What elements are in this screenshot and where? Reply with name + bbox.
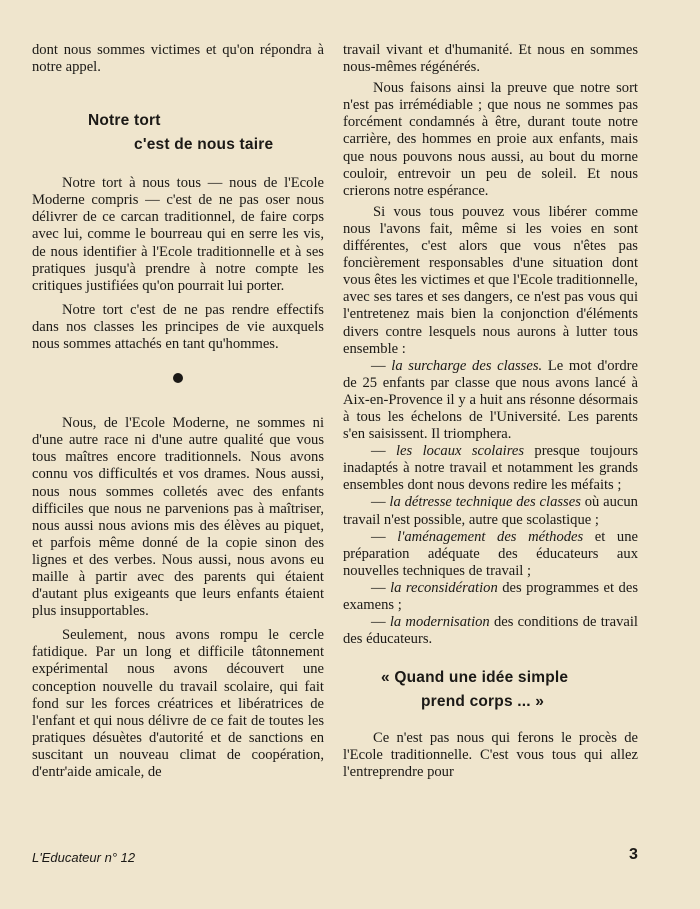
list-dash: — bbox=[371, 357, 392, 374]
paragraph: Notre tort à nous tous — nous de l'Ecole Moderne compris — c'est de ne pas oser nous délivrer de ce carcan traditionnel, de faire corps avec lui, comme le bourreau qui en serre les vis, de nous identifier à l'Ecole traditionnelle et à ses pratiques jusqu'à prendre à notre compte les critiques justifiées qu'on pourrait lui porter. bbox=[32, 175, 324, 294]
list-emphasis: la détresse technique des classes bbox=[389, 494, 581, 511]
heading-line: c'est de nous taire bbox=[134, 136, 274, 154]
left-column bbox=[32, 42, 324, 781]
list-emphasis: la modernisation bbox=[389, 614, 490, 631]
list-emphasis: la surcharge des classes. bbox=[391, 357, 543, 374]
section-bullet bbox=[173, 373, 183, 383]
heading-line: prend corps ... » bbox=[421, 693, 545, 711]
list bbox=[343, 358, 638, 649]
list-item bbox=[343, 358, 638, 443]
paragraph: travail vivant et d'humanité. Et nous en sommes nous-mêmes régénérés. bbox=[343, 42, 638, 76]
paragraph: Nous faisons ainsi la preuve que notre sort n'est pas irrémédiable ; que nous ne sommes pas forcément condamnés à être, durant toute notre carrière, des hommes en proie aux enfants, mais que nous pouvons nous aussi, au bout du morne couloir, entrevoir un peu de soleil. Et nous crierons notre espérance. bbox=[343, 80, 638, 199]
section-heading bbox=[343, 666, 638, 714]
list-item bbox=[343, 580, 638, 614]
list-emphasis: les locaux scolaires bbox=[395, 443, 525, 460]
list-item bbox=[343, 494, 638, 528]
list-item bbox=[343, 614, 638, 648]
list-text: et une préparation adéquate des éducateurs aux nouvelles techniques de travail ; bbox=[343, 528, 638, 579]
list-item bbox=[343, 443, 638, 494]
journal-name: L'Educateur n° 12 bbox=[32, 850, 136, 865]
page-number: 3 bbox=[629, 846, 638, 863]
paragraph: dont nous sommes victimes et qu'on répondra à notre appel. bbox=[32, 42, 324, 76]
list-dash: — bbox=[371, 528, 398, 545]
list-text: des conditions de travail des éducateurs. bbox=[343, 614, 638, 648]
list-dash: — bbox=[371, 494, 390, 511]
list-text: presque toujours inadaptés à notre travail et notamment les grands ensembles dont nous devons redire les méfaits ; bbox=[343, 443, 638, 494]
list-item bbox=[343, 529, 638, 580]
right-column bbox=[343, 42, 638, 782]
list-text: Le mot d'ordre de 25 enfants par classe que nous avons lancé à Aix-en-Provence il y a huit ans résonne désormais à tous les échelons de l'Université. Les parents s'en saisissent. Il triomphera. bbox=[343, 357, 638, 443]
paragraph: Notre tort c'est de ne pas rendre effectifs dans nos classes les principes de vie auxquels nous sommes attachés en tant qu'hommes. bbox=[32, 301, 324, 353]
list-dash: — bbox=[371, 614, 390, 631]
heading-line: Notre tort bbox=[88, 112, 161, 130]
list-dash: — bbox=[371, 579, 391, 596]
list-emphasis: l'aménagement des méthodes bbox=[397, 528, 584, 545]
list-emphasis: la reconsidération bbox=[390, 579, 498, 596]
paragraph: Seulement, nous avons rompu le cercle fatidique. Par un long et difficile tâtonnement expérimental nous avons découvert une conception nouvelle du travail scolaire, qui fait fond sur les forces créatrices et libératrices de l'enfant et qui nous délivre de ce fait de toutes les pratiques désuètes d'autorité et de sanctions en suscitant un nouveau climat de coopération, d'entr'aide amicale, de bbox=[32, 627, 324, 780]
list-text: des programmes et des examens ; bbox=[343, 579, 639, 613]
heading-line: « Quand une idée simple bbox=[381, 669, 569, 687]
list-text: où aucun travail n'est possible, autre que scolastique ; bbox=[343, 494, 638, 528]
paragraph: Ce n'est pas nous qui ferons le procès de l'Ecole traditionnelle. C'est vous tous qui allez l'entreprendre pour bbox=[343, 730, 638, 781]
paragraph: Nous, de l'Ecole Moderne, ne sommes ni d'une autre race ni d'une autre qualité que vous tous maîtres encore traditionnels. Nous avons connu vos difficultés et vos drames. Nous aussi, nous nous sommes colletés avec des enfants difficiles que nous ne parvenions pas à maîtriser, nous aussi nous avions mis des élèves au piquet, et parfois même donné de la copie sinon des lignes et des verbes. Nous aussi, nous avons eu maille à partir avec des parents qui étaient d'autant plus exigeants que leurs enfants étaient plus insupportables. bbox=[32, 415, 324, 620]
paragraph: Si vous tous pouvez vous libérer comme nous l'avons fait, même si les voies en sont différentes, c'est alors que vous n'êtes pas foncièrement responsables d'une situation dont vous êtes les victimes et que l'Ecole traditionnelle, avec ses tares et ses dangers, ce n'est pas vous qui l'entretenez mais bien la conjonction d'éléments divers contre lesquels nous aurons à lutter tous ensemble : bbox=[343, 203, 638, 357]
section-heading bbox=[32, 109, 324, 157]
list-dash: — bbox=[371, 443, 396, 460]
